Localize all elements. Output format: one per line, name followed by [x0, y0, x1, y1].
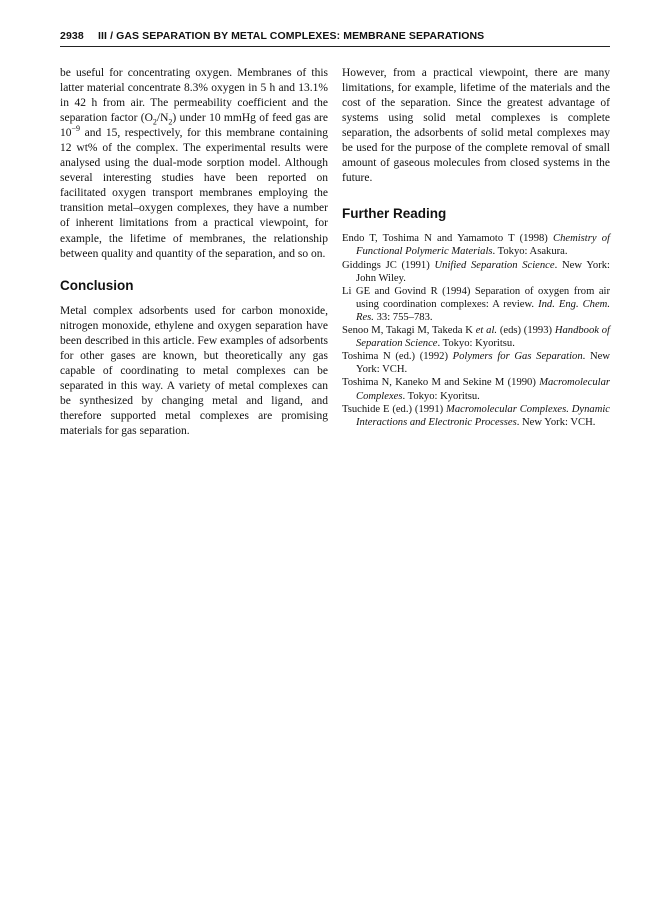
reference-item: Tsuchide E (ed.) (1991) Macromolecular Complexes. Dynamic Interactions and Electronic Processes. New York: VCH.: [342, 403, 610, 428]
conclusion-paragraph: Metal complex adsorbents used for carbon monoxide, nitrogen monoxide, ethylene and oxygen separation have been described in this article. Few examples of adsorbents for other gases are known, but theoretically any gas capable of coordinating to metal complexes can be separated in this way. A variety of metal complexes can be synthesized by changing metal and ligand, and therefore supported metal complexes are promising materials for gas separation.: [60, 304, 328, 437]
reference-item: Toshima N, Kaneko M and Sekine M (1990) Macromolecular Complexes. Tokyo: Kyoritsu.: [342, 377, 610, 402]
further-reading-heading: Further Reading: [342, 206, 447, 222]
left-column: [60, 66, 328, 439]
body-paragraph: However, from a practical viewpoint, there are many limitations, for example, lifetime of the materials and the cost of the separation. Since the greatest advantage of systems using solid metal complexes is complete separation, the adsorbents of solid metal complexes may be used for the purpose of the complete removal of small amount of gaseous molecules from closed systems in the future.: [342, 67, 610, 185]
reference-item: Giddings JC (1991) Unified Separation Science. New York: John Wiley.: [342, 259, 610, 284]
reference-item: Toshima N (ed.) (1992) Polymers for Gas Separation. New York: VCH.: [342, 351, 610, 376]
reference-item: Endo T, Toshima N and Yamamoto T (1998) Chemistry of Functional Polymeric Materials. Tokyo: Asakura.: [342, 233, 610, 258]
running-header: [60, 28, 610, 47]
running-title: III / GAS SEPARATION BY METAL COMPLEXES: MEMBRANE SEPARATIONS: [98, 30, 485, 42]
conclusion-heading: Conclusion: [60, 277, 134, 293]
right-column: [342, 66, 610, 429]
body-paragraph: be useful for concentrating oxygen. Membranes of this latter material concentrate 8.3% oxygen in 5 h and 13.1% in 42 h from air. The permeability coefficient and the separation factor $(O_2/N_2)$ under 10 mmHg of feed gas are $10^{-9}$ and 15, respectively, for this membrane containing 12 wt% of the complex. The experimental results were analysed using the dual-mode sorption model. Although several interesting studies have been reported on facilitated oxygen transport membranes employing the transition metal–oxygen complexes, they have a number of inherent limitations from a practical viewpoint, for example, the lifetime of membranes, the relationship between quality and quantity of the separation, and so on.: [60, 67, 328, 260]
reference-list: [342, 232, 610, 428]
reference-item: Senoo M, Takagi M, Takeda K et al. (eds) (1993) Handbook of Separation Science. Tokyo: Kyoritsu.: [342, 325, 610, 350]
page-number: 2938: [60, 30, 84, 42]
reference-item: Li GE and Govind R (1994) Separation of oxygen from air using coordination complexes: A review. Ind. Eng. Chem. Res. 33: 755–783.: [342, 285, 610, 323]
